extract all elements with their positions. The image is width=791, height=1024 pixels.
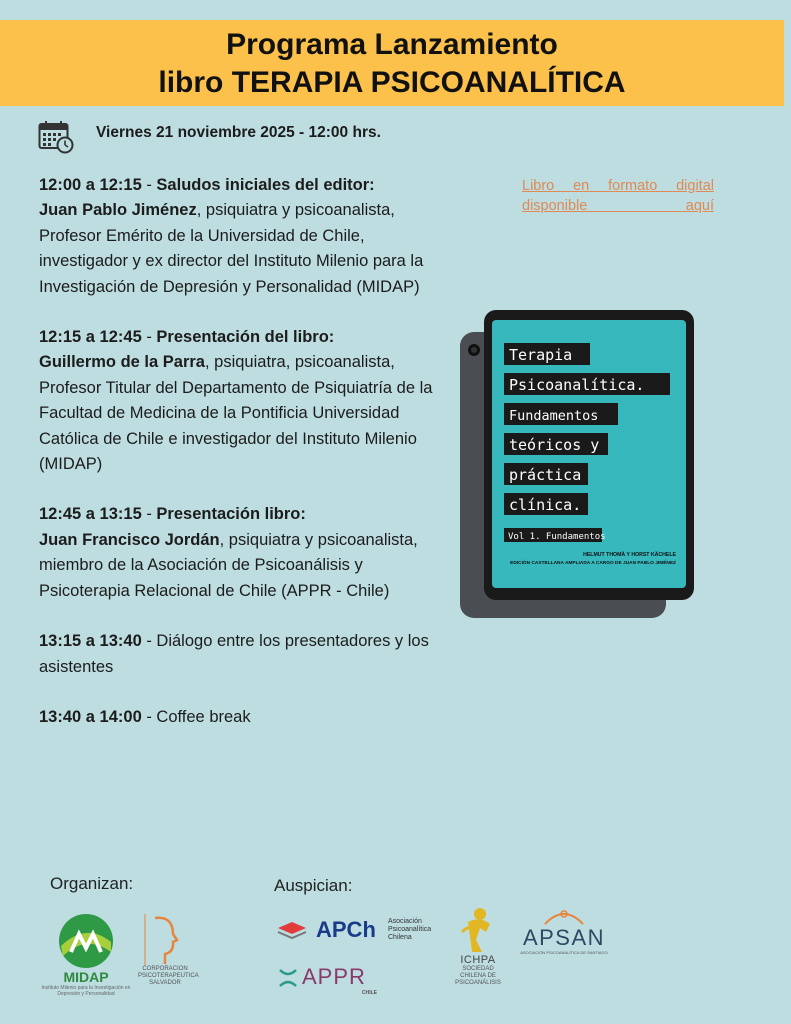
book-title-line: práctica (509, 466, 582, 484)
program-item: 12:45 a 13:15 - Presentación libro: Juan Francisco Jordán, psiquiatra y psicoanalista, miembro de la Asociación de Psicoanálisis y Psicoterapia Relacional de Chile (APPR - Chile) (39, 505, 418, 600)
organizan-label: Organizan: (50, 874, 134, 893)
item-title: Presentación libro: (156, 505, 306, 524)
apch-logo (276, 916, 436, 946)
speaker-name: Juan Pablo Jiménez (39, 201, 197, 220)
event-date-row (38, 120, 381, 154)
page-title (0, 20, 784, 102)
book-title-line: clínica. (509, 496, 582, 514)
apch-flag-icon (276, 920, 308, 942)
auspician-label: Auspician: (274, 876, 353, 895)
ichpa-logo (448, 906, 508, 987)
ichpa-line-3: PSICOANÁLISIS (455, 980, 501, 986)
midap-name: MIDAP (63, 969, 109, 985)
midap-logo-mark (57, 912, 115, 970)
item-description: Coffee break (156, 707, 251, 726)
apch-line-2: Psicoanalítica (388, 926, 432, 933)
speaker-name: Juan Francisco Jordán (39, 530, 220, 549)
item-description: Diálogo entre los presentadores y los asistentes (39, 632, 429, 676)
program-item: 12:00 a 12:15 - Saludos iniciales del editor: Juan Pablo Jiménez, psiquiatra y psicoanalista, Profesor Emérito de la Universidad de Chile, investigador y ex director del Instituto Milenio para la Investigación de Depresión y Personalidad (MIDAP) (39, 176, 424, 296)
item-time: 13:40 a 14:00 (39, 707, 142, 726)
midap-subtitle: Instituto Milenio para la Investigación en Depresión y Personalidad (41, 985, 131, 997)
book-title-line: Terapia (509, 346, 573, 364)
item-title: Saludos iniciales del editor: (156, 176, 375, 194)
program-item: 13:15 a 13:40 - Diálogo entre los presentadores y los asistentes (39, 632, 429, 676)
book-edition: EDICIÓN CASTELLANA AMPLIADA A CARGO DE JUAN PABLO JIMÉNEZ (510, 561, 676, 566)
apch-name: APCh (316, 917, 376, 942)
appr-logo (278, 964, 378, 998)
item-time: 13:15 a 13:40 (39, 632, 142, 651)
book-title-line: teóricos y (509, 436, 600, 454)
tablet-book-image (458, 310, 698, 620)
book-title-line: Fundamentos (509, 408, 599, 424)
corporacion-logo (138, 914, 199, 987)
program-list (39, 173, 439, 755)
book-title-line: Psicoanalítica. (509, 376, 645, 394)
book-volume: Vol 1. Fundamentos (508, 532, 606, 542)
speaker-description: , psiquiatra y psicoanalista, Profesor Emérito de la Universidad de Chile, investigador y ex director del Instituto Milenio para la Investigación de Depresión y Personalidad (MIDAP) (39, 201, 424, 296)
event-date: Viernes 21 noviembre 2025 - 12:00 hrs. (96, 124, 381, 141)
appr-x-icon (278, 968, 298, 988)
appr-name: APPR (302, 964, 366, 989)
ichpa-line-2: CHILENA DE (460, 973, 496, 979)
program-item: 13:40 a 14:00 - Coffee break (39, 707, 251, 726)
apsan-sub: ASOCIACIÓN PSICOANALÍTICA DE SANTIAGO (520, 950, 608, 955)
speaker-name: Guillermo de la Parra (39, 353, 205, 372)
title-line-1: Programa Lanzamiento (226, 28, 558, 61)
ichpa-name: ICHPA (460, 954, 496, 966)
item-time: 12:45 a 13:15 (39, 505, 142, 524)
apsan-name: APSAN (522, 925, 606, 950)
calendar-clock-icon (38, 120, 74, 154)
corporacion-line-1: CORPORACION (142, 966, 188, 972)
program-item: 12:15 a 12:45 - Presentación del libro: Guillermo de la Parra, psiquiatra, psicoanalista, Profesor Titular del Departamento de Psiquiatría de la Facultad de Medicina de la Pontificia Universidad Católica de Chile e investigador del Instituto Milenio (MIDAP) (39, 328, 433, 474)
head-profile-icon (143, 914, 187, 966)
book-authors: HELMUT THOMÄ Y HORST KÄCHELE (583, 552, 676, 558)
item-title: Presentación del libro: (156, 328, 335, 347)
ichpa-line-1: SOCIEDAD (462, 966, 494, 972)
appr-sub: CHILE (362, 990, 377, 996)
title-line-2: libro TERAPIA PSICOANALÍTICA (158, 66, 626, 99)
apsan-arc-icon (541, 906, 587, 926)
ichpa-figure-icon (460, 906, 496, 954)
corporacion-line-3: SALVADOR (149, 980, 181, 986)
digital-book-link[interactable]: Libro en formato digital disponible aquí (522, 178, 714, 214)
apsan-logo (518, 906, 610, 955)
apch-line-3: Chilena (388, 934, 412, 941)
item-time: 12:00 a 12:15 (39, 176, 142, 194)
midap-logo (40, 912, 132, 997)
item-time: 12:15 a 12:45 (39, 328, 142, 347)
speaker-description: , psiquiatra, psicoanalista, Profesor Titular del Departamento de Psiquiatría de la Facultad de Medicina de la Pontificia Universidad Católica de Chile e investigador del Instituto Milenio (MIDAP) (39, 353, 433, 474)
apch-line-1: Asociación (388, 918, 422, 925)
header-banner (0, 20, 784, 106)
speaker-description: , psiquiatra y psicoanalista, miembro de la Asociación de Psicoanálisis y Psicoterapia Relacional de Chile (APPR - Chile) (39, 530, 418, 600)
corporacion-line-2: PSICOTERAPEUTICA (138, 973, 199, 979)
